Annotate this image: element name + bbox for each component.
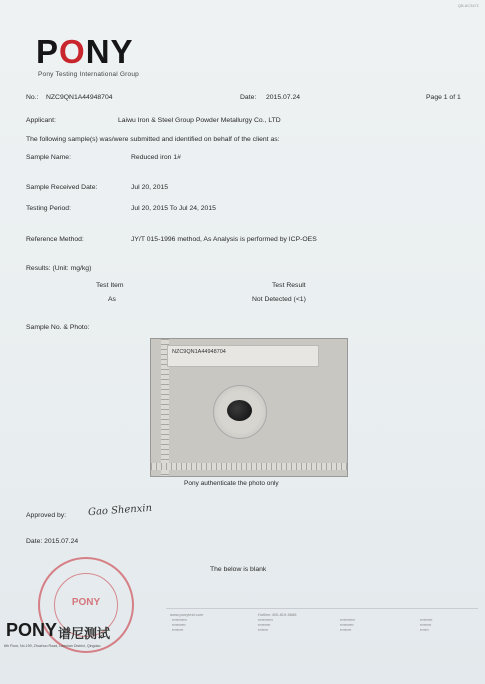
- received-date-value: Jul 20, 2015: [131, 184, 169, 191]
- photo-label: Sample No. & Photo:: [26, 324, 90, 331]
- photo-caption: Pony authenticate the photo only: [184, 480, 279, 487]
- company-seal-text: PONY: [71, 597, 101, 608]
- footer-address-col-3: ▪▪▪▪▪▪▪▪▪▪▪▪ ▪▪▪▪▪▪▪▪▪▪▪ ▪▪▪▪▪▪▪▪▪: [340, 618, 355, 632]
- sample-bag-label: NZC9QN1A44948704: [172, 349, 226, 355]
- footer-website: www.ponytest.com: [170, 612, 204, 617]
- footer-logo: PONY: [6, 620, 58, 640]
- sample-pellet: [227, 400, 252, 421]
- footer-address-col-1: ▪▪▪▪▪▪▪▪▪▪▪▪ ▪▪▪▪▪▪▪▪▪▪▪ ▪▪▪▪▪▪▪▪▪: [172, 618, 187, 632]
- results-row-item: As: [108, 296, 116, 303]
- report-no-label: No.:: [26, 94, 39, 101]
- signed-date: Date: 2015.07.24: [26, 538, 79, 545]
- report-date-value: 2015.07.24: [266, 94, 301, 101]
- results-row-result: Not Detected (<1): [252, 296, 306, 303]
- approver-signature: Gao Shenxin: [87, 502, 153, 519]
- report-no-value: NZC9QN1A44948704: [46, 94, 113, 101]
- received-date-label: Sample Received Date:: [26, 184, 98, 191]
- sample-name-label: Sample Name:: [26, 154, 71, 161]
- reference-method-label: Reference Method:: [26, 236, 84, 243]
- corner-code: QB-6C3471: [457, 3, 479, 8]
- reference-method-value: JY/T 015-1996 method, As Analysis is performed by ICP-OES: [131, 236, 317, 243]
- sample-bag: [167, 345, 319, 367]
- below-blank-note: The below is blank: [210, 566, 267, 573]
- footer-address-col-4: ▪▪▪▪▪▪▪▪▪▪ ▪▪▪▪▪▪▪▪▪ ▪▪▪▪▪▪▪: [420, 618, 433, 632]
- applicant-label: Applicant:: [26, 117, 56, 124]
- footer-address: 6th Floor, No.199, Zhuzhou Road, Laoshan District, Qingdao: [4, 644, 101, 648]
- photo-ruler-horizontal: [151, 463, 347, 470]
- testing-period-value: Jul 20, 2015 To Jul 24, 2015: [131, 205, 216, 212]
- results-col-item: Test Item: [96, 282, 124, 289]
- footer-hotline: Hotline 400-819-5688: [258, 612, 297, 617]
- testing-period-label: Testing Period:: [26, 205, 71, 212]
- footer-chinese-name: 谱尼测试: [58, 626, 111, 641]
- results-col-result: Test Result: [272, 282, 306, 289]
- page-number: Page 1 of 1: [426, 94, 461, 101]
- submission-statement: The following sample(s) was/were submitted and identified on behalf of the client as:: [26, 136, 280, 143]
- report-date-label: Date:: [240, 94, 257, 101]
- footer-address-col-2: ▪▪▪▪▪▪▪▪▪▪▪▪ ▪▪▪▪▪▪▪▪▪▪ ▪▪▪▪▪▪▪▪: [258, 618, 273, 632]
- sample-name-value: Reduced iron 1#: [131, 154, 181, 161]
- results-label: Results: (Unit: mg/kg): [26, 265, 92, 272]
- logo-text: PONY: [36, 33, 134, 70]
- pony-logo: [36, 35, 134, 68]
- approved-by-label: Approved by:: [26, 512, 67, 519]
- applicant-value: Laiwu Iron & Steel Group Powder Metallurgy Co., LTD: [118, 117, 281, 124]
- sample-photo: [150, 338, 348, 477]
- logo-subtitle: Pony Testing International Group: [38, 71, 139, 78]
- footer-divider: [166, 608, 478, 609]
